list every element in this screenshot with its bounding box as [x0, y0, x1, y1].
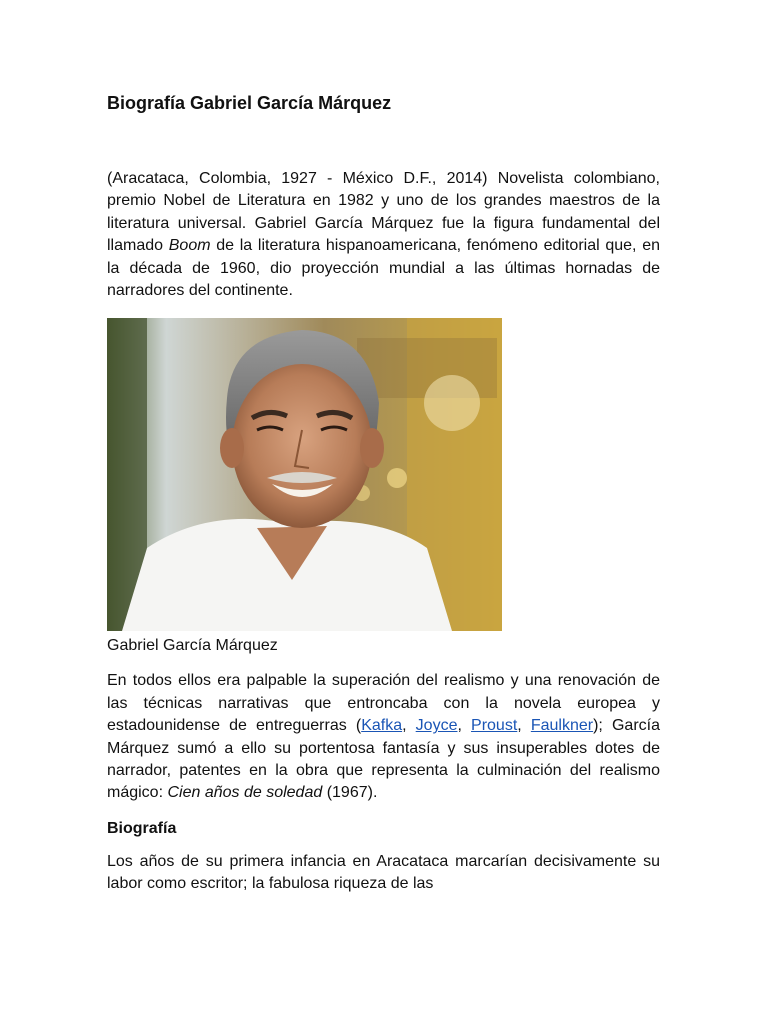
body-paragraph-2 [107, 670, 660, 804]
link-proust[interactable]: Proust [471, 717, 518, 735]
document-title: Biografía Gabriel García Márquez [107, 93, 392, 113]
p2-text-2: ); García Márquez sumó a ello su portentosa fantasía y sus insuperables dotes de narrador, patentes en la obra que representa la culminación del realismo mágico: [107, 717, 660, 802]
link-kafka[interactable]: Kafka [361, 717, 403, 735]
section-heading: Biografía [107, 819, 177, 837]
p2-text-3: (1967). [322, 784, 378, 802]
intro-italic: Boom [168, 237, 211, 255]
link-faulkner[interactable]: Faulkner [530, 717, 594, 735]
intro-text-2: de la literatura hispanoamericana, fenómeno editorial que, en la década de 1960, dio proyección mundial a las últimas hornadas de narradores del continente. [107, 237, 661, 300]
body-paragraph-3: Los años de su primera infancia en Aracataca marcarían decisivamente su labor como escritor; la fabulosa riqueza de las [107, 852, 660, 893]
p2-sep: , [402, 717, 416, 735]
p2-text-1: En todos ellos era palpable la superación del realismo y una renovación de las técnicas narrativas que entroncaba con la novela europea y estadounidense de entreguerras ( [107, 672, 660, 735]
p2-italic-title: Cien años de soledad [167, 784, 323, 802]
intro-paragraph [107, 168, 660, 302]
link-joyce[interactable]: Joyce [415, 717, 458, 735]
author-photo [107, 318, 502, 631]
document-content [107, 88, 660, 896]
p2-sep: , [457, 717, 472, 735]
p2-sep: , [517, 717, 531, 735]
intro-text-1: (Aracataca, Colombia, 1927 - México D.F., 2014) Novelista colombiano, premio Nobel de Literatura en 1982 y uno de los grandes maestros de la literatura universal. Gabriel García Márquez fue la figura fundamental del llamado [107, 170, 660, 255]
photo-caption: Gabriel García Márquez [107, 637, 278, 655]
